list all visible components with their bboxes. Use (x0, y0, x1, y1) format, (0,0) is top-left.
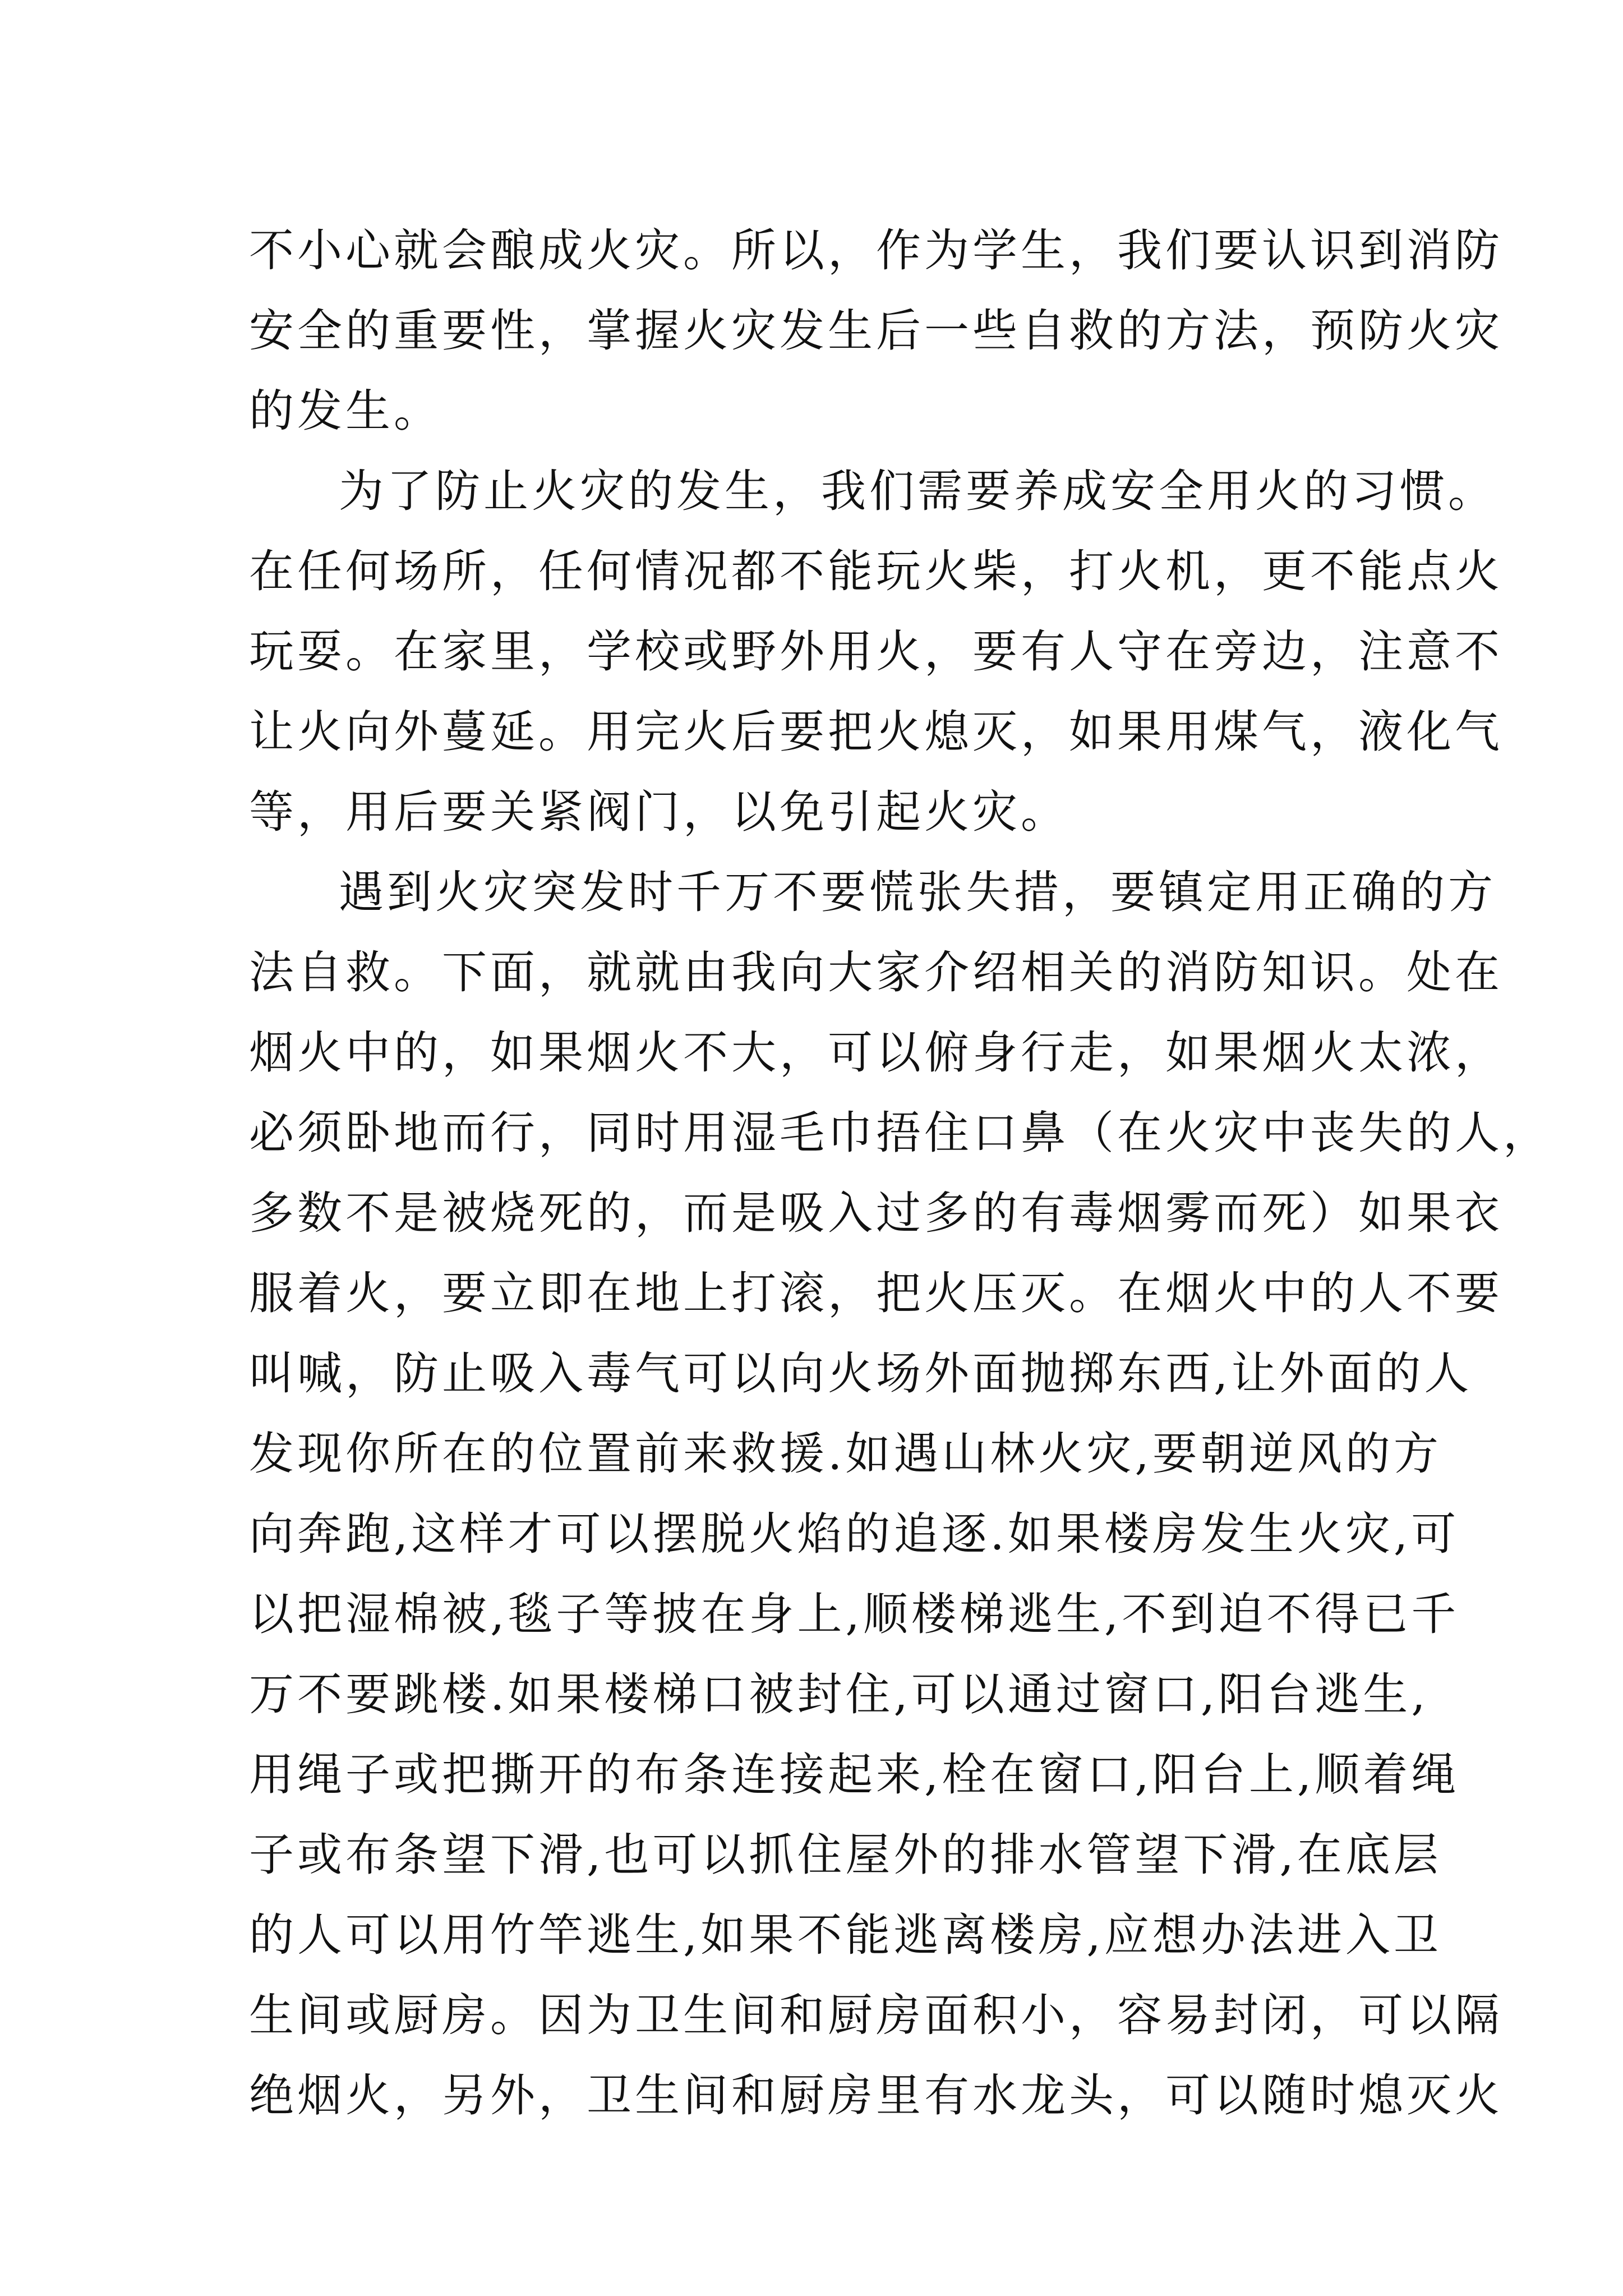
text-line: 在任何场所，任何情况都不能玩火柴，打火机，更不能点火 (249, 545, 1503, 597)
paragraph (249, 451, 1503, 852)
text-line: 法自救。下面，就就由我向大家介绍相关的消防知识。处在 (249, 946, 1503, 999)
text-line: 的发生。 (249, 385, 442, 437)
text-line: 遇到火灾突发时千万不要慌张失措，要镇定用正确的方 (339, 866, 1496, 918)
text-line: 服着火，要立即在地上打滚，把火压灭。在烟火中的人不要 (249, 1267, 1503, 1319)
text-line: 万不要跳楼.如果楼梯口被封住,可以通过窗口,阳台逃生, (249, 1668, 1429, 1720)
text-line: 安全的重要性，掌握火灾发生后一些自救的方法，预防火灾 (249, 305, 1503, 357)
text-line: 叫喊，防止吸入毒气可以向火场外面抛掷东西,让外面的人 (249, 1347, 1473, 1400)
text-line: 不小心就会酿成火灾。所以，作为学生，我们要认识到消防 (249, 224, 1503, 277)
text-line: 向奔跑,这样才可以摆脱火焰的追逐.如果楼房发生火灾,可 (249, 1508, 1460, 1560)
paragraph (249, 210, 1503, 451)
text-line: 烟火中的，如果烟火不大，可以俯身行走，如果烟火太浓， (249, 1027, 1503, 1079)
text-line: 生间或厨房。因为卫生间和厨房面积小，容易封闭，可以隔 (249, 1989, 1503, 2041)
text-line: 必须卧地而行，同时用湿毛巾捂住口鼻（在火灾中丧失的人， (249, 1107, 1551, 1159)
text-line: 的人可以用竹竿逃生,如果不能逃离楼房,应想办法进入卫 (249, 1909, 1442, 1961)
text-line: 发现你所在的位置前来救援.如遇山林火灾,要朝逆风的方 (249, 1428, 1442, 1480)
text-line: 多数不是被烧死的，而是吸入过多的有毒烟雾而死）如果衣 (249, 1187, 1503, 1239)
text-line: 用绳子或把撕开的布条连接起来,栓在窗口,阳台上,顺着绳 (249, 1749, 1460, 1801)
text-line: 子或布条望下滑,也可以抓住屋外的排水管望下滑,在底层 (249, 1829, 1442, 1881)
text-line: 为了防止火灾的发生，我们需要养成安全用火的习惯。 (339, 465, 1496, 517)
text-line: 玩耍。在家里，学校或野外用火，要有人守在旁边，注意不 (249, 625, 1503, 678)
text-line: 等，用后要关紧阀门，以免引起火灾。 (249, 786, 1069, 838)
text-line: 以把湿棉被,毯子等披在身上,顺楼梯逃生,不到迫不得已千 (249, 1588, 1460, 1640)
paragraph (249, 852, 1551, 2136)
text-line: 让火向外蔓延。用完火后要把火熄灭，如果用煤气，液化气 (249, 706, 1503, 758)
text-line: 绝烟火，另外，卫生间和厨房里有水龙头，可以随时熄灭火 (249, 2069, 1503, 2122)
document-body (249, 210, 1551, 2136)
